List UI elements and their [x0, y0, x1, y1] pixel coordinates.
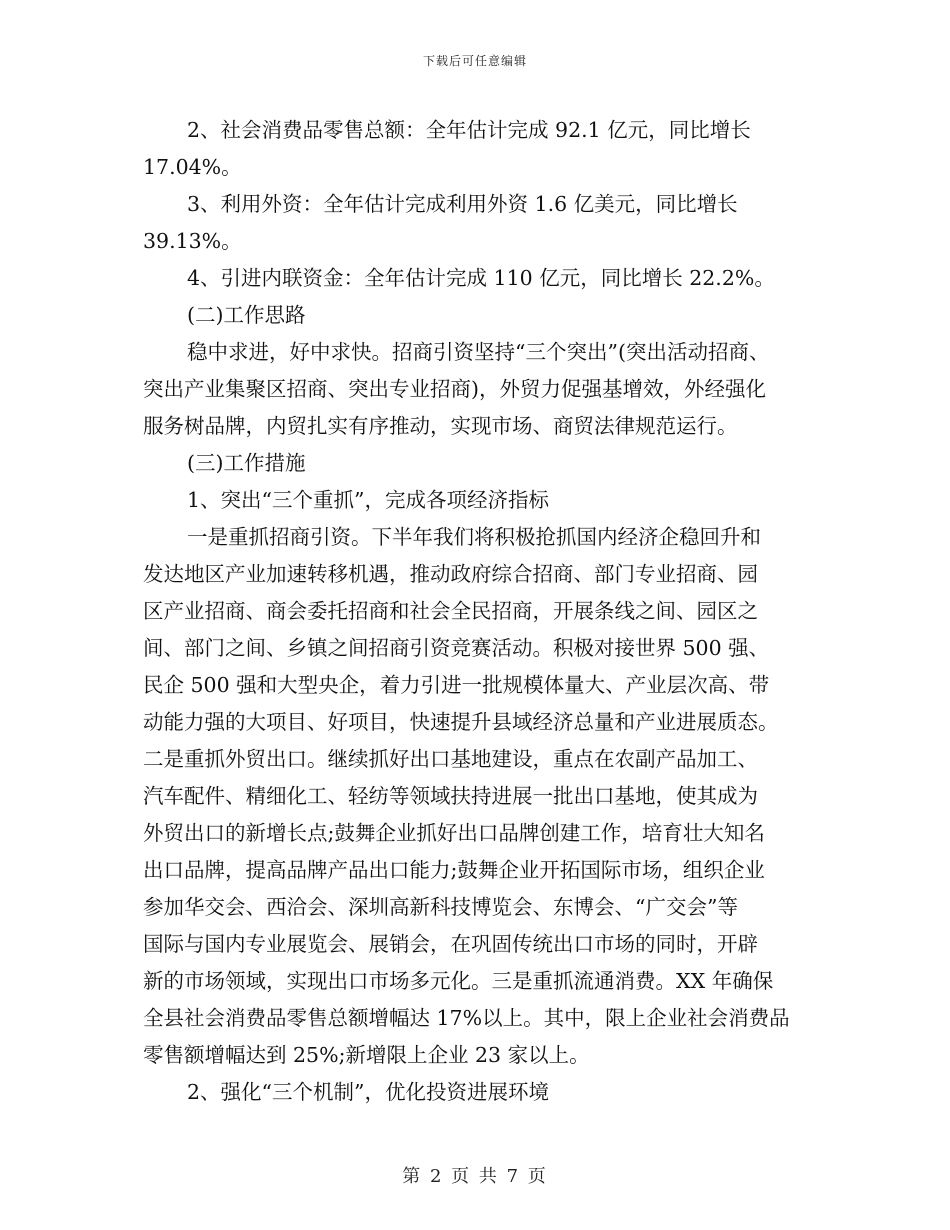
body-line: 参加华交会、西洽会、深圳高新科技博览会、东博会、“广交会”等 — [143, 895, 738, 919]
body-line: 2、社会消费品零售总额：全年估计完成 92.1 亿元，同比增长 — [187, 118, 751, 142]
body-line: 二是重抓外贸出口。继续抓好出口基地建设，重点在农副产品加工、 — [143, 747, 758, 771]
body-line: 间、部门之间、乡镇之间招商引资竞赛活动。积极对接世界 500 强、 — [143, 636, 770, 660]
body-line: 4、引进内联资金：全年估计完成 110 亿元，同比增长 22.2%。 — [187, 266, 775, 290]
body-line: 1、突出“三个重抓”，完成各项经济指标 — [187, 488, 550, 512]
body-line: 39.13%。 — [143, 229, 242, 253]
body-line: 民企 500 强和大型央企，着力引进一批规模体量大、产业层次高、带 — [143, 673, 770, 697]
body-line: 新的市场领域，实现出口市场多元化。三是重抓流通消费。XX 年确保 — [143, 969, 774, 993]
body-line: 出口品牌，提高品牌产品出口能力;鼓舞企业开拓国际市场，组织企业 — [143, 858, 765, 882]
body-line: 区产业招商、商会委托招商和社会全民招商，开展条线之间、园区之 — [143, 599, 758, 623]
body-line: 外贸出口的新增长点;鼓舞企业抓好出口品牌创建工作，培育壮大知名 — [143, 821, 765, 845]
body-line: (三)工作措施 — [187, 451, 306, 475]
body-line: 零售额增幅达到 25%;新增限上企业 23 家以上。 — [143, 1043, 590, 1067]
body-line: 一是重抓招商引资。下半年我们将积极抢抓国内经济企稳回升和 — [187, 525, 761, 549]
body-line: 服务树品牌，内贸扎实有序推动，实现市场、商贸法律规范运行。 — [143, 414, 738, 438]
body-line: 稳中求进，好中求快。招商引资坚持“三个突出”(突出活动招商、 — [187, 340, 770, 364]
document-body — [143, 112, 808, 1111]
body-line: (二)工作思路 — [187, 303, 306, 327]
body-line: 突出产业集聚区招商、突出专业招商)，外贸力促强基增效，外经强化 — [143, 377, 766, 401]
body-line: 发达地区产业加速转移机遇，推动政府综合招商、部门专业招商、园 — [143, 562, 758, 586]
page-footer: 第 2 页 共 7 页 — [402, 1166, 548, 1187]
body-line: 汽车配件、精细化工、轻纺等领域扶持进展一批出口基地，使其成为 — [143, 784, 758, 808]
body-line: 动能力强的大项目、好项目，快速提升县域经济总量和产业进展质态。 — [143, 710, 779, 734]
page-header: 下载后可任意编辑 — [422, 54, 527, 68]
body-line: 3、利用外资：全年估计完成利用外资 1.6 亿美元，同比增长 — [187, 192, 738, 216]
body-line: 2、强化“三个机制”，优化投资进展环境 — [187, 1080, 550, 1104]
body-line: 全县社会消费品零售总额增幅达 17%以上。其中，限上企业社会消费品 — [143, 1006, 790, 1030]
body-line: 国际与国内专业展览会、展销会，在巩固传统出口市场的同时，开辟 — [143, 932, 758, 956]
body-line: 17.04%。 — [143, 155, 242, 179]
